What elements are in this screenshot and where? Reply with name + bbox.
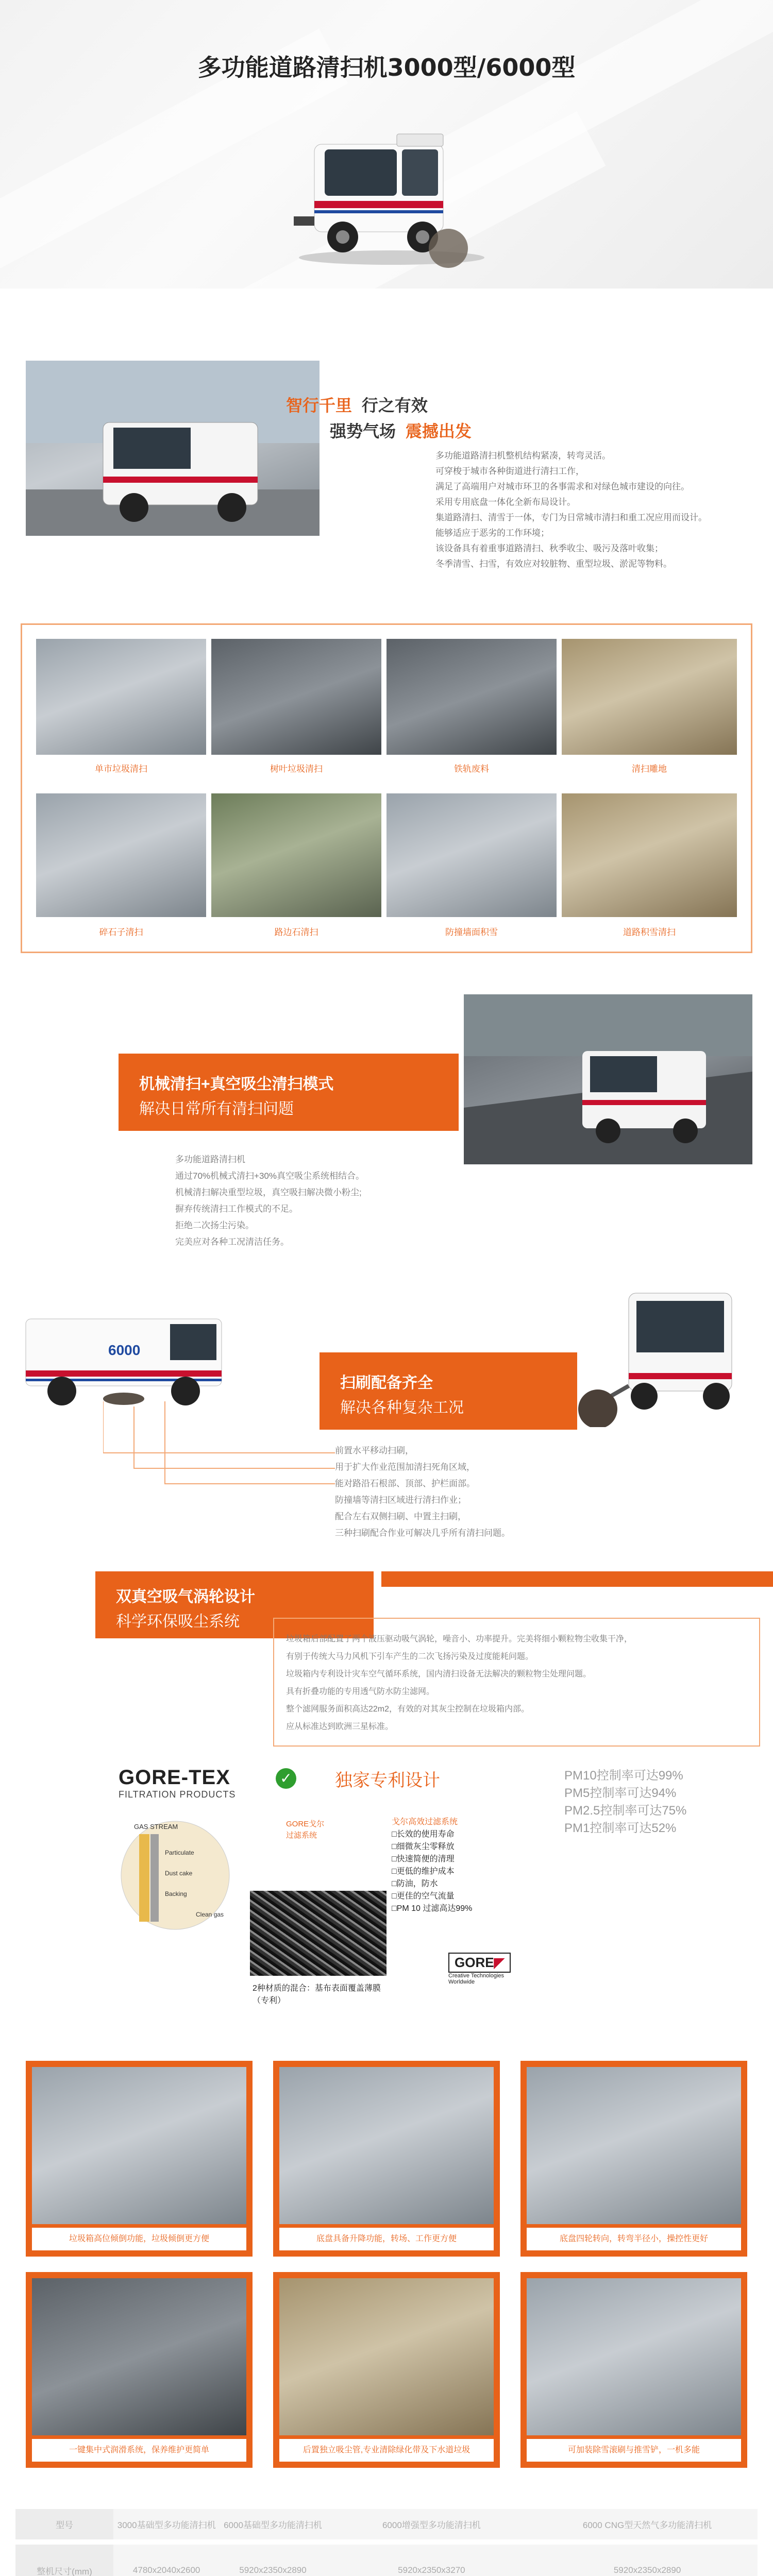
- mech-item: 完美应对各种工况清洁任务。: [175, 1237, 289, 1247]
- diagram-label: Particulate: [165, 1849, 194, 1856]
- pm-item: PM2.5控制率可达75%: [564, 1804, 687, 1818]
- diagram-label: Clean gas: [196, 1911, 224, 1918]
- goretex-logo-sub: FILTRATION PRODUCTS: [119, 1789, 236, 1800]
- table-cell: 5920x2350x2890: [537, 2542, 758, 2576]
- intro-line: 该设备具有着重事道路清扫、秋季收尘、吸污及落叶收集；: [435, 544, 663, 553]
- gallery-photo: [211, 639, 381, 755]
- filter-tag: [286, 1819, 324, 1841]
- intro-headline-2b: 震撼出发: [405, 422, 472, 440]
- gallery-photo: [36, 639, 206, 755]
- vortex-list: [286, 1631, 750, 1736]
- pm-item: PM10控制率可达99%: [564, 1769, 683, 1783]
- spec-table: [15, 2509, 758, 2576]
- intro-line: 集道路清扫、清雪于一体，专门为日常城市清扫和重工况应用而设计。: [435, 513, 707, 522]
- patent-title: 独家专利设计: [335, 1771, 440, 1790]
- table-row: [15, 2509, 758, 2542]
- gallery-caption: 路边石清扫: [274, 927, 318, 937]
- gallery-photo: [386, 639, 557, 755]
- gallery-photo: [562, 639, 737, 755]
- goretex-section: [0, 1757, 773, 2045]
- goretex-logo: [119, 1766, 236, 1800]
- intro-line: 满足了高端用户对城市环卫的各事需求和对绿色城市建设的向往。: [435, 482, 690, 492]
- vortex-item: 垃圾箱后部配置了两个液压驱动吸气涡轮，噪音小、功率提升。完美将细小颗粒物尘收集干净，: [286, 1635, 633, 1643]
- intro-headline-1b: 行之有效: [361, 396, 428, 415]
- gallery-photo: [36, 793, 206, 917]
- gallery-caption: 单市垃圾清扫: [95, 764, 147, 774]
- filter-feature-box: [392, 1816, 551, 1915]
- table-header: 型号: [15, 2509, 113, 2542]
- table-cell: 5920x2350x3270: [326, 2542, 537, 2576]
- pm-list: [564, 1767, 686, 1837]
- feature-card: [26, 2061, 253, 2257]
- intro-line: 能够适应于恶劣的工作环境；: [435, 528, 549, 538]
- mech-item: 摒弃传统清扫工作模式的不足。: [175, 1204, 298, 1214]
- brush-section: [0, 1278, 773, 1546]
- mech-banner: [119, 1054, 459, 1131]
- membrane-micrograph: [250, 1891, 386, 1976]
- application-gallery: [0, 623, 773, 958]
- intro-photo: [26, 361, 320, 536]
- vortex-item: 垃圾箱内专利设计灾车空气循环系统，国内清扫设备无法解决的颗粒物尘处理问题。: [286, 1670, 592, 1679]
- filter-feature: □快速简便的清理: [392, 1855, 455, 1863]
- pm-item: PM1控制率可达52%: [564, 1821, 677, 1835]
- mech-title: 机械清扫+真空吸尘清扫模式: [139, 1076, 334, 1093]
- diagram-label: GAS STREAM: [134, 1823, 178, 1831]
- goretex-logo-text: GORE-TEX: [119, 1766, 230, 1789]
- vehicle-model-label: 6000: [108, 1342, 141, 1358]
- table-cell: 4780x2040x2600: [113, 2542, 220, 2576]
- filter-diagram: [119, 1814, 242, 1942]
- gallery-photo: [386, 793, 557, 917]
- gallery-caption: 防撞墙面积雪: [445, 927, 498, 937]
- feature-card: [273, 2272, 500, 2468]
- intro-line: 可穿梭于城市各种街道进行清扫工作，: [435, 466, 584, 476]
- feature-grid: [0, 2061, 773, 2494]
- gallery-caption: 道路积雪清扫: [623, 927, 676, 937]
- brush-item: 能对路沿石根部、顶部、护栏面部。: [335, 1479, 475, 1488]
- filter-feature: □长效的使用寿命: [392, 1830, 455, 1839]
- brush-subtitle: 解决各种复杂工况: [340, 1399, 464, 1416]
- filter-features-title: 戈尔高效过滤系统: [392, 1818, 458, 1826]
- gore-logo: GORE◤ Creative Technologies Worldwide: [448, 1953, 511, 1985]
- pm-item: PM5控制率可达94%: [564, 1786, 677, 1800]
- intro-headline-1: [286, 393, 428, 416]
- gallery-caption: 清扫雕地: [632, 764, 667, 774]
- intro-headline-2: [330, 418, 472, 442]
- brush-callout-lines: [103, 1401, 335, 1525]
- brush-item: 用于扩大作业范围加清扫死角区域，: [335, 1462, 475, 1472]
- brush-title: 扫刷配备齐全: [340, 1375, 433, 1392]
- intro-paragraphs: [435, 448, 755, 572]
- feature-caption: 可加装除雪滚刷与推雪铲，一机多能: [527, 2439, 741, 2462]
- table-header: 6000增强型多功能清扫机: [326, 2509, 537, 2542]
- intro-line: 多功能道路清扫机整机结构紧凑，转弯灵活。: [435, 451, 611, 461]
- feature-card: [520, 2061, 747, 2257]
- vortex-title: 双真空吸气涡轮设计: [116, 1588, 255, 1605]
- filter-feature: □更佳的空气流量: [392, 1892, 455, 1901]
- feature-caption: 垃圾箱高位倾倒功能，垃圾倾倒更方便: [32, 2228, 246, 2250]
- mech-vacuum-section: [0, 979, 773, 1288]
- gore-sub-2: Worldwide: [448, 1979, 475, 1985]
- brush-item: 三种扫刷配合作业可解决几乎所有清扫问题。: [335, 1528, 510, 1538]
- vortex-item: 有别于传统大马力风机下引车产生的二次飞扬污染及过度能耗问题。: [286, 1652, 534, 1661]
- feature-card: [273, 2061, 500, 2257]
- gallery-photo: [211, 793, 381, 917]
- filter-tag-line2: 过滤系统: [286, 1831, 317, 1840]
- vortex-section: [0, 1561, 773, 1767]
- mech-subtitle: 解决日常所有清扫问题: [139, 1100, 294, 1117]
- vortex-side-bar: [381, 1571, 773, 1587]
- vortex-item: 具有折叠功能的专用透气防水防尘滤网。: [286, 1687, 435, 1696]
- feature-caption: 底盘具备升降功能，转场、工作更方便: [279, 2228, 494, 2250]
- filter-feature: □PM 10 过滤高达99%: [392, 1904, 473, 1913]
- gore-logo-text: GORE: [455, 1955, 494, 1970]
- filter-feature: □细微灰尘零释放: [392, 1842, 455, 1851]
- filter-tag-line1: GORE戈尔: [286, 1820, 325, 1828]
- brush-item: 前置水平移动扫刷，: [335, 1446, 414, 1455]
- vortex-item: 应从标准达到欧洲三星标准。: [286, 1722, 394, 1731]
- mech-item: 通过70%机械式清扫+30%真空吸尘系统相结合。: [175, 1171, 364, 1181]
- mech-item: 机械清扫解决重型垃圾，真空吸扫解决微小粉尘;: [175, 1188, 362, 1197]
- row-label: 整机尺寸(mm): [15, 2542, 113, 2576]
- brush-item: 防撞墙等清扫区域进行清扫作业；: [335, 1495, 466, 1505]
- filter-feature: □更低的维护成本: [392, 1867, 455, 1876]
- intro-headline-2a: 强势气场: [330, 422, 396, 440]
- brush-banner: [320, 1352, 577, 1430]
- feature-card: [520, 2272, 747, 2468]
- vortex-item: 整个滤网服务面积高达22m2，有效的对其灰尘控制在垃圾箱内部。: [286, 1705, 530, 1714]
- table-cell: 5920x2350x2890: [220, 2542, 326, 2576]
- brush-list: [335, 1443, 603, 1541]
- brush-item: 配合左右双侧扫刷、中置主扫刷，: [335, 1512, 466, 1521]
- table-header: 3000基础型多功能清扫机: [113, 2509, 220, 2542]
- intro-headline-1a: 智行千里: [286, 396, 352, 415]
- spec-table-section: [0, 2509, 773, 2576]
- intro-section: [0, 361, 773, 603]
- road-sweeper-photo: [464, 994, 752, 1164]
- diagram-label: Backing: [165, 1890, 187, 1897]
- mech-item: 多功能道路清扫机: [175, 1155, 245, 1164]
- feature-caption: 一键集中式润滑系统，保养维护更简单: [32, 2439, 246, 2462]
- table-header: 6000基础型多功能清扫机: [220, 2509, 326, 2542]
- intro-line: 采用专用底盘一体化全新布局设计。: [435, 497, 576, 507]
- sweeper-front-image: [577, 1283, 758, 1427]
- vortex-subtitle: 科学环保吸尘系统: [116, 1613, 240, 1630]
- sweeper-hero-image: [294, 113, 490, 268]
- feature-card: [26, 2272, 253, 2468]
- gore-sub-1: Creative Technologies: [448, 1973, 505, 1979]
- gallery-photo: [562, 793, 737, 917]
- feature-caption: 底盘四轮转向，转弯半径小，操控性更好: [527, 2228, 741, 2250]
- gallery-caption: 碎石子清扫: [99, 927, 143, 937]
- feature-caption: 后置独立吸尘管,专业清除绿化带及下水道垃圾: [279, 2439, 494, 2462]
- check-icon: ✓: [276, 1768, 296, 1789]
- hero-banner: [0, 0, 773, 289]
- page-title: 多功能道路清扫机3000型/6000型: [197, 54, 576, 81]
- material-caption: 2种材质的混合：基布表面覆盖薄膜（专利）: [253, 1984, 381, 2005]
- gallery-caption: 树叶垃圾清扫: [270, 764, 323, 774]
- diagram-label: Dust cake: [165, 1870, 193, 1877]
- table-header: 6000 CNG型天然气多功能清扫机: [537, 2509, 758, 2542]
- intro-line: 冬季清雪、扫雪，有效应对较脏物、重型垃圾、淤泥等物料。: [435, 559, 672, 569]
- filter-feature: □防油，防水: [392, 1879, 438, 1888]
- mech-item: 拒绝二次扬尘污染。: [175, 1221, 254, 1230]
- sweeper-side-image: [15, 1298, 247, 1412]
- table-row: [15, 2542, 758, 2576]
- gallery-caption: 铁轨废料: [454, 764, 489, 774]
- mech-list: [175, 1151, 484, 1250]
